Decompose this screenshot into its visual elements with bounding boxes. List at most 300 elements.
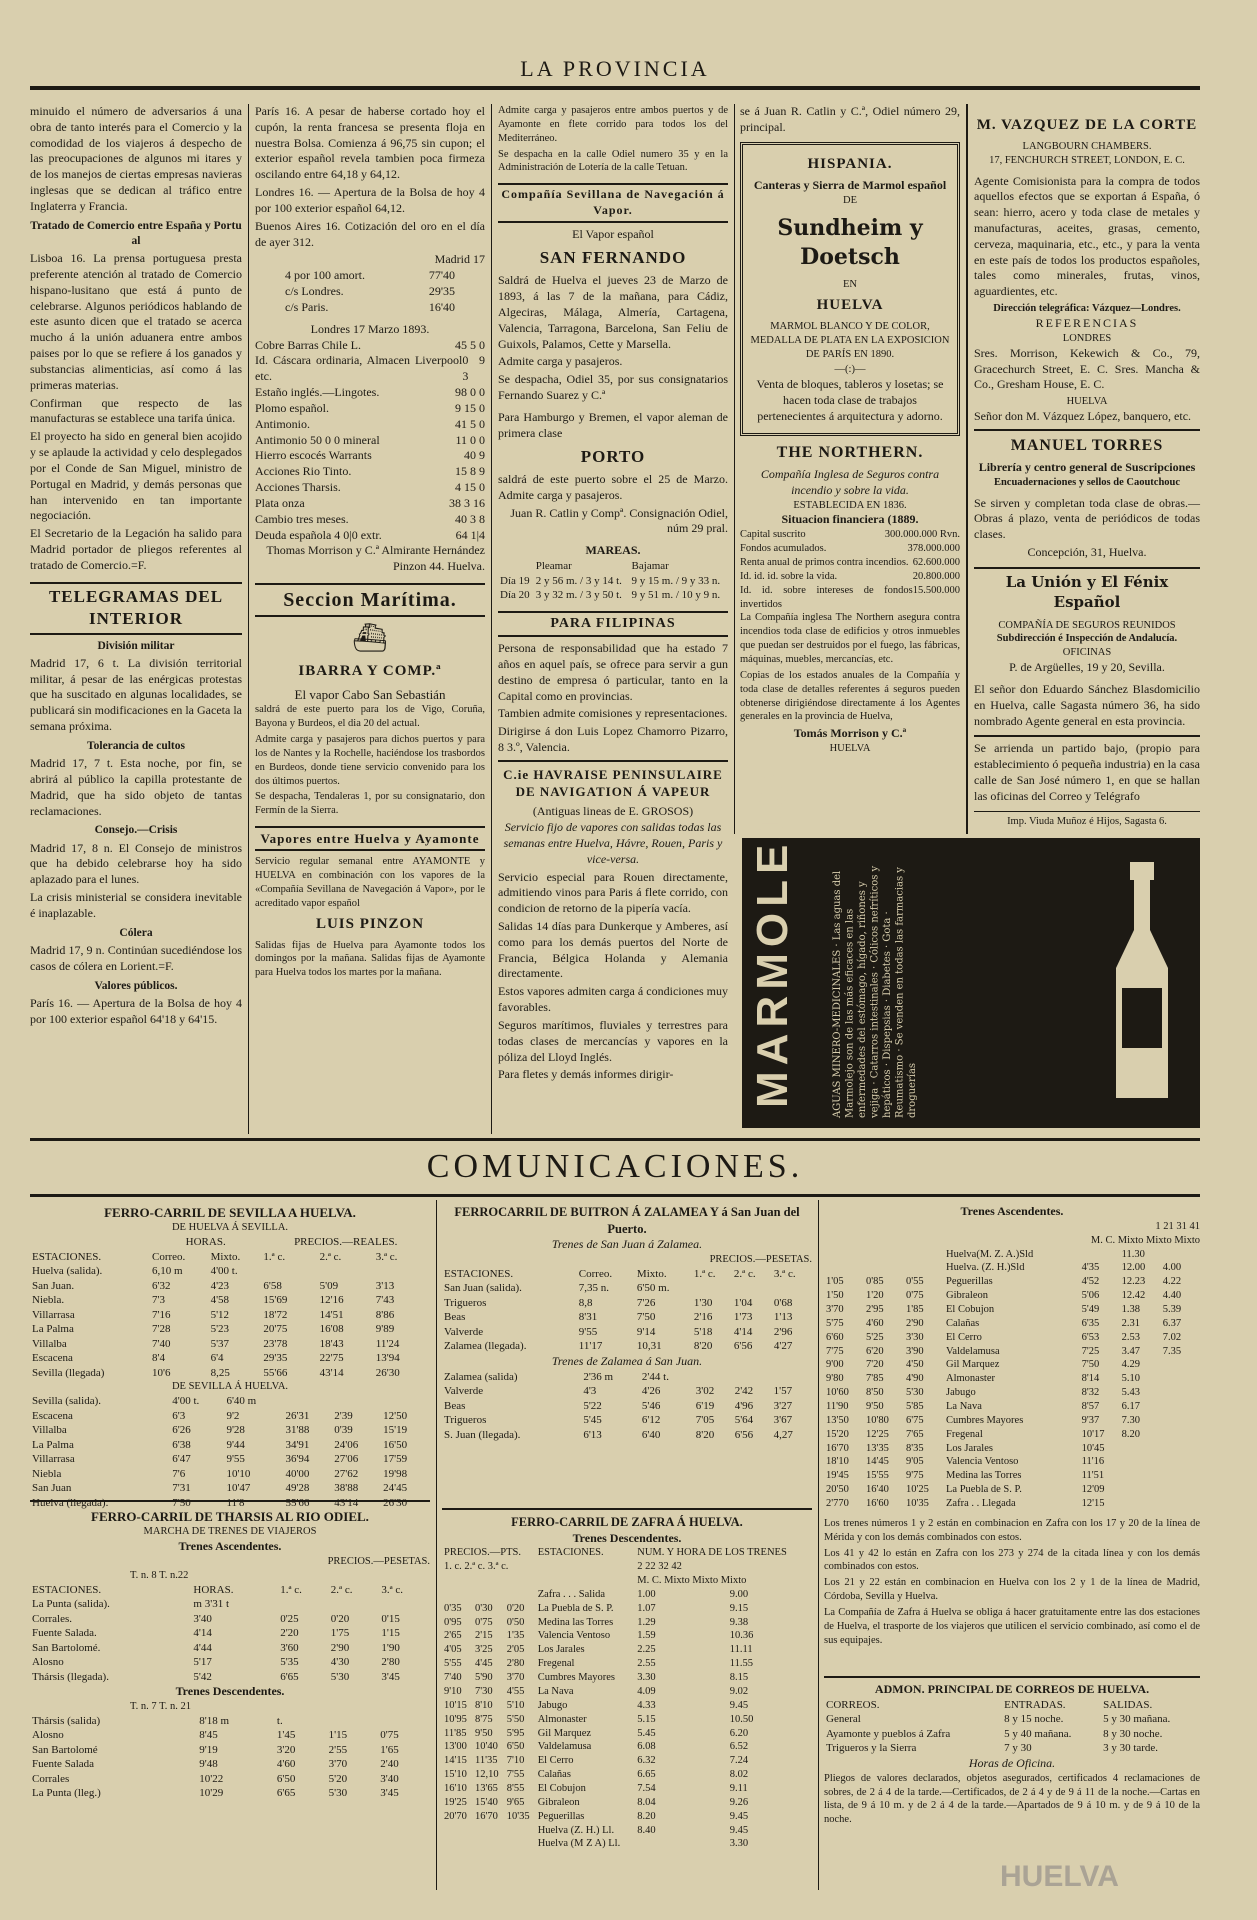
stock-row: Acciones Rio Tinto. 15 8 9 bbox=[255, 464, 485, 479]
table-cell bbox=[703, 1671, 715, 1685]
table-cell: 16'70 bbox=[826, 1442, 849, 1454]
table-cell: Los Jarales bbox=[946, 1442, 993, 1454]
table-cell bbox=[1194, 1261, 1200, 1275]
table-cell: 5'06 bbox=[1081, 1290, 1100, 1302]
table-cell: 9.38 bbox=[729, 1616, 749, 1628]
table-cell: Cumbres Mayores bbox=[946, 1414, 1024, 1426]
table-cell: 11.11 bbox=[729, 1644, 753, 1656]
table-cell: 19'25 bbox=[444, 1796, 467, 1808]
table-row bbox=[824, 1275, 1200, 1289]
table-cell: 12'25 bbox=[866, 1428, 889, 1440]
timetable-subtitle: M. C. Mixto Mixto Mixto bbox=[1090, 1234, 1200, 1246]
table-cell bbox=[473, 1588, 505, 1602]
table-row bbox=[442, 1713, 812, 1727]
table-cell: 16'40 bbox=[866, 1484, 889, 1496]
table-cell: 15'20 bbox=[826, 1428, 849, 1440]
table-cell: 0'55 bbox=[906, 1276, 924, 1288]
table-header: 1. c. 2.ª c. 3.ª c. 2 22 32 42 bbox=[444, 1561, 682, 1573]
finance-row: Fondos acumulados. 378.000.000 bbox=[740, 543, 960, 555]
table-row: Corrales. 3'40 0'25 0'20 0'15 bbox=[32, 1612, 400, 1625]
table-row: HORAS. PRECIOS.—REALES. bbox=[185, 1236, 398, 1249]
table-row bbox=[824, 1317, 1200, 1331]
paragraph: Confirman que respecto de las manufacturas se establece una tarifa única. bbox=[30, 395, 242, 426]
table-cell: 0'75 bbox=[906, 1290, 924, 1302]
table-cell: 2'05 bbox=[506, 1644, 525, 1656]
section-rule bbox=[30, 1194, 1200, 1197]
table-cell bbox=[716, 1657, 728, 1671]
established: ESTABLECIDA EN 1836. bbox=[793, 499, 907, 511]
table-cell bbox=[1161, 1358, 1194, 1372]
table-cell bbox=[1194, 1303, 1200, 1317]
table-row bbox=[824, 1261, 1200, 1275]
tharsis-table-2 bbox=[30, 1714, 430, 1801]
table-cell: Huelva (M Z A) Ll. bbox=[537, 1838, 621, 1850]
table-cell: 5'30 bbox=[906, 1387, 924, 1399]
column-5 bbox=[974, 112, 1200, 834]
table-cell bbox=[716, 1629, 728, 1643]
table-cell: Huelva(M. Z. A.)Sld bbox=[946, 1248, 1034, 1260]
hispania-heading: HISPANIA. bbox=[807, 155, 893, 172]
table-cell: 10'25 bbox=[906, 1484, 929, 1496]
table-cell: 3.30 bbox=[729, 1838, 749, 1850]
table-cell: 9.11 bbox=[729, 1782, 748, 1794]
en-label: EN bbox=[843, 279, 857, 291]
table-cell: 8.02 bbox=[729, 1769, 749, 1781]
table-cell bbox=[716, 1824, 728, 1838]
table-cell: 5'95 bbox=[506, 1727, 525, 1739]
table-cell: 2'80 bbox=[506, 1658, 525, 1670]
table-cell bbox=[1194, 1345, 1200, 1359]
encuadernaciones-label: Encuadernaciones y sellos de Caoutchouc bbox=[993, 476, 1181, 488]
table-cell: 0'20 bbox=[506, 1602, 525, 1614]
table-cell bbox=[1161, 1455, 1194, 1469]
table-row: Thársis (salida) 8'18 m t. bbox=[32, 1714, 283, 1727]
table-cell: 1.00 bbox=[637, 1588, 656, 1600]
table-cell: 4.09 bbox=[637, 1685, 656, 1697]
table-cell: 4'52 bbox=[1081, 1276, 1100, 1288]
quote-row: c/s Paris. 16'40 bbox=[285, 299, 455, 314]
table-cell: 12.00 bbox=[1121, 1262, 1146, 1274]
section-heading: División militar bbox=[97, 639, 175, 652]
huelva-label: HUELVA bbox=[1066, 396, 1108, 408]
hispania-ad bbox=[740, 142, 960, 436]
table-cell: 6'53 bbox=[1081, 1331, 1100, 1343]
union-subheading: COMPAÑÍA DE SEGUROS REUNIDOS bbox=[998, 619, 1176, 631]
table-row: San Juan 7'31 10'47 49'28 38'88 24'45 bbox=[32, 1482, 408, 1495]
table-cell bbox=[703, 1796, 715, 1810]
table-cell bbox=[442, 1824, 473, 1838]
table-cell: La Puebla de S. P. bbox=[537, 1602, 614, 1614]
table-row bbox=[442, 1699, 812, 1713]
column-2 bbox=[255, 104, 485, 1134]
table-cell bbox=[703, 1699, 715, 1713]
ascendentes-table bbox=[824, 1248, 1200, 1511]
paragraph: París 16. — Apertura de la Bolsa de hoy 4 por 100 exterior español 64'18 y 64'15. bbox=[30, 995, 242, 1026]
table-row bbox=[824, 1358, 1200, 1372]
table-row: S. Juan (llegada). 6'13 6'40 8'20 6'56 4,27 bbox=[444, 1428, 793, 1441]
bottle-label bbox=[1122, 988, 1162, 1048]
table-cell bbox=[716, 1713, 728, 1727]
table-cell bbox=[716, 1754, 728, 1768]
stock-row: Cobre Barras Chile L. 45 5 0 bbox=[255, 337, 485, 352]
table-cell: 6'35 bbox=[1081, 1317, 1100, 1329]
table-cell: 11'35 bbox=[474, 1755, 498, 1767]
table-cell: 6'60 bbox=[826, 1331, 844, 1343]
table-row bbox=[824, 1455, 1200, 1469]
table-cell: 13'65 bbox=[474, 1782, 498, 1794]
table-cell bbox=[703, 1727, 715, 1741]
table-cell: La Nava bbox=[946, 1401, 982, 1412]
table-cell bbox=[1194, 1317, 1200, 1331]
table-cell bbox=[864, 1248, 904, 1262]
table-cell: Los Jarales bbox=[537, 1644, 585, 1656]
table-header: M. C. Mixto Mixto Mixto bbox=[637, 1575, 747, 1587]
table-cell: Valdelamusa bbox=[537, 1741, 592, 1753]
table-row bbox=[442, 1740, 812, 1754]
table-row bbox=[442, 1837, 812, 1851]
table-cell bbox=[703, 1754, 715, 1768]
address-line: 17, FENCHURCH STREET, LONDON, E. C. bbox=[989, 154, 1185, 166]
ship-name: SAN FERNANDO bbox=[539, 247, 687, 267]
stock-row: Plata onza 38 3 16 bbox=[255, 495, 485, 510]
table-cell: 8'32 bbox=[1081, 1387, 1100, 1399]
table-cell: 12'09 bbox=[1081, 1484, 1105, 1496]
table-cell: 19'45 bbox=[826, 1470, 849, 1482]
table-cell bbox=[703, 1643, 715, 1657]
table-cell bbox=[1194, 1414, 1200, 1428]
table-cell: Huelva (Z. H.) Ll. bbox=[537, 1824, 615, 1836]
finance-row: Id. id. id. sobre la vida. 20.800.000 bbox=[740, 570, 960, 582]
table-cell: 2'770 bbox=[826, 1498, 849, 1510]
table-row: Villalba 6'26 9'28 31'88 0'39 15'19 bbox=[32, 1424, 408, 1437]
column-divider bbox=[491, 104, 492, 1134]
finance-row: Capital suscrito 300.000.000 Rvn. bbox=[740, 529, 960, 541]
table-row: General 8 y 15 noche. 5 y 30 mañana. bbox=[826, 1713, 1171, 1726]
table-row bbox=[442, 1602, 812, 1616]
table-row: La Punta (lleg.) 10'29 6'65 5'30 3'45 bbox=[32, 1787, 399, 1800]
huelva-label: HUELVA bbox=[816, 297, 884, 314]
paragraph: París 16. A pesar de haberse cortado hoy el cupón, la renta francesa se presenta floja en nuestra Bolsa. Comienza á 96,75 sin cupon; el exterior español revela tambien poca firmeza oscilando entre 64,18 y 64,12. bbox=[255, 104, 485, 182]
timetable-subtitle: Trenes Ascendentes. bbox=[960, 1204, 1064, 1218]
paragraph: Admite carga y pasajeros entre ambos puertos y de Ayamonte en flete corrido para todos los del Mediterráneo. bbox=[498, 105, 728, 144]
table-cell: 2.55 bbox=[637, 1658, 656, 1670]
table-cell: 0'50 bbox=[506, 1616, 525, 1628]
paragraph: Se despacha, Tendaleras 1, por su consignatario, don Fermín de la Sierra. bbox=[255, 791, 485, 817]
table-cell: 15'40 bbox=[474, 1796, 498, 1808]
table-cell: 7.24 bbox=[729, 1755, 749, 1767]
table-cell: 18'10 bbox=[826, 1456, 849, 1468]
buitron-timetable bbox=[442, 1204, 812, 1504]
table-cell: Almonaster bbox=[946, 1373, 995, 1385]
table-cell bbox=[904, 1248, 944, 1262]
masthead-rule bbox=[30, 86, 1200, 90]
table-cell: 0'75 bbox=[474, 1616, 493, 1628]
table-cell: 7'55 bbox=[506, 1769, 525, 1781]
table-cell: 8'14 bbox=[1081, 1373, 1100, 1385]
paragraph: MARMOL BLANCO Y DE COLOR, MEDALLA DE PLATA EN LA EXPOSICION DE PARÍS EN 1890. bbox=[750, 320, 950, 360]
table-cell: 12.42 bbox=[1121, 1290, 1146, 1302]
paragraph: Dirigirse á don Luis Lopez Chamorro Pizarro, 8 3.º, Valencia. bbox=[498, 724, 728, 755]
section-heading: Cólera bbox=[119, 926, 153, 939]
table-cell: 10'15 bbox=[444, 1699, 467, 1711]
masthead: LA PROVINCIA bbox=[520, 56, 710, 81]
table-row bbox=[824, 1303, 1200, 1317]
correos-title: ADMON. PRINCIPAL DE CORREOS DE HUELVA. bbox=[824, 1676, 1200, 1698]
tharsis-timetable bbox=[30, 1500, 430, 1890]
table-cell: 1'35 bbox=[506, 1630, 525, 1642]
timetable-title: FERRO-CARRIL DE ZAFRA Á HUELVA. bbox=[442, 1508, 812, 1531]
table-cell bbox=[1194, 1386, 1200, 1400]
northern-subheading: Compañía Inglesa de Seguros contra incendio y sobre la vida. bbox=[760, 466, 940, 497]
table-row bbox=[442, 1768, 812, 1782]
timetable-subtitle: DE SEVILLA Á HUELVA. bbox=[171, 1381, 289, 1393]
table-cell bbox=[716, 1685, 728, 1699]
table-cell: Zafra . . Llegada bbox=[946, 1498, 1016, 1510]
marmolejo-word: MARMOLEJO bbox=[748, 768, 797, 1108]
table-cell: 8'57 bbox=[1081, 1401, 1100, 1412]
table-cell bbox=[505, 1824, 536, 1838]
madrid-heading: Madrid 17 bbox=[434, 252, 485, 267]
table-row: Villalba 7'40 5'37 23'78 18'43 11'24 bbox=[32, 1337, 400, 1350]
table-row bbox=[824, 1248, 1200, 1262]
table-cell bbox=[1194, 1455, 1200, 1469]
table-cell bbox=[716, 1616, 728, 1630]
table-cell: 20'70 bbox=[444, 1810, 467, 1822]
table-cell bbox=[716, 1588, 728, 1602]
table-row: Villarrasa 7'16 5'12 18'72 14'51 8'86 bbox=[32, 1308, 395, 1321]
table-cell: 7'75 bbox=[826, 1345, 844, 1357]
table-cell bbox=[1120, 1442, 1161, 1456]
table-cell bbox=[703, 1588, 715, 1602]
paragraph: Servicio especial para Rouen directamente, admitiendo vinos para Paris á flete corrido, con condicion de retorno de la pipería vacía. bbox=[498, 869, 728, 916]
timetable-subtitle: T. n. 7 T. n. 21 bbox=[130, 1701, 191, 1712]
paragraph: Londres 16. — Apertura de la Bolsa de hoy 4 por 100 exterior español 64,12. bbox=[255, 185, 485, 215]
table-cell bbox=[716, 1727, 728, 1741]
table-cell: 9.02 bbox=[729, 1685, 749, 1697]
table-cell: 7'50 bbox=[1081, 1359, 1100, 1371]
table-row: Alosno 5'17 5'35 4'30 2'80 bbox=[32, 1656, 400, 1669]
table-cell bbox=[703, 1837, 715, 1851]
table-cell bbox=[864, 1261, 904, 1275]
table-row: Día 20 3 y 32 m. / 3 y 50 t. 9 y 51 m. / 10 y 9 n. bbox=[500, 589, 721, 602]
table-cell bbox=[1161, 1372, 1194, 1386]
northern-heading: THE NORTHERN. bbox=[776, 443, 924, 461]
table-cell bbox=[703, 1685, 715, 1699]
table-cell bbox=[1194, 1275, 1200, 1289]
table-cell: 9.15 bbox=[729, 1602, 749, 1614]
table-cell bbox=[716, 1740, 728, 1754]
stock-row: Estaño inglés.—Lingotes. 98 0 0 bbox=[255, 385, 485, 400]
table-cell: 2'95 bbox=[866, 1303, 884, 1315]
timetable-subtitle: Trenes de Zalamea á San Juan. bbox=[551, 1353, 703, 1368]
table-cell bbox=[716, 1782, 728, 1796]
table-cell: 13'35 bbox=[866, 1442, 889, 1454]
table-cell bbox=[1194, 1248, 1200, 1262]
table-cell: 10'35 bbox=[906, 1498, 929, 1510]
situacion-heading: Situacion financiera (1889. bbox=[781, 512, 919, 527]
referencias-heading: REFERENCIAS bbox=[1035, 316, 1139, 330]
table-cell bbox=[1194, 1469, 1200, 1483]
table-cell: Calañas bbox=[946, 1317, 980, 1329]
table-cell: 13'50 bbox=[826, 1414, 849, 1426]
paragraph: Se sirven y completan toda clase de obras.— Obras á plazo, venta de periódicos de todas clases. bbox=[974, 495, 1200, 542]
compania-heading: Compañía Sevillana de Navegación á Vapor. bbox=[498, 183, 728, 223]
table-cell bbox=[1194, 1442, 1200, 1456]
table-cell: 6.32 bbox=[637, 1755, 656, 1767]
paragraph: Pliegos de valores declarados, objetos asegurados, certificados 4 reclamaciones de sobres, de 2 á 4 de la tarde.—Certificados, de 2 á 4 y de 9 á 11 de la noche.—Cartas en lista, de 9 á 10 m. y de 2 á 4 de la tarde.—Apartados de 9 á 10 m. y de 9 á 10 de la noche. bbox=[824, 1772, 1200, 1826]
archive-stamp: HUELVA bbox=[1000, 1860, 1119, 1893]
table-cell: 9.45 bbox=[729, 1824, 749, 1836]
table-row: Alosno 8'45 1'45 1'15 0'75 bbox=[32, 1729, 399, 1742]
table-cell bbox=[703, 1629, 715, 1643]
table-row bbox=[442, 1782, 812, 1796]
table-cell: 5'10 bbox=[506, 1699, 525, 1711]
table-cell: 11'90 bbox=[826, 1401, 849, 1412]
timetable-subtitle: T. n. 8 T. n.22 bbox=[130, 1569, 189, 1581]
table-cell bbox=[716, 1810, 728, 1824]
table-row bbox=[442, 1616, 812, 1630]
table-cell: 10'17 bbox=[1081, 1428, 1105, 1440]
stock-row: Antimonio. 41 5 0 bbox=[255, 416, 485, 431]
table-cell: 1.59 bbox=[637, 1630, 656, 1642]
table-row: Fuente Salada 9'48 4'60 3'70 2'40 bbox=[32, 1758, 399, 1771]
table-cell bbox=[1161, 1483, 1194, 1497]
mareas-heading: MAREAS. bbox=[585, 543, 641, 558]
table-row: Sevilla (salida). 4'00 t. 6'40 m bbox=[32, 1395, 257, 1408]
table-cell: 11.30 bbox=[1121, 1248, 1145, 1260]
table-cell: 2'90 bbox=[906, 1317, 924, 1329]
table-cell: 6.08 bbox=[637, 1741, 656, 1753]
table-cell: 10'80 bbox=[866, 1414, 889, 1426]
table-cell: 6'75 bbox=[906, 1414, 924, 1426]
table-cell: 1'50 bbox=[826, 1290, 844, 1302]
paragraph: El proyecto ha sido en general bien acojido y se aplaude la actividad y celo desplegados por el Conde de San Miguel, ministro de Portugal en Madrid, y demás personas que han intervenido en tan importante negociación. bbox=[30, 429, 242, 523]
table-cell: Fregenal bbox=[537, 1658, 575, 1670]
bottle-neck bbox=[1134, 880, 1150, 930]
asc-body bbox=[824, 1248, 1200, 1511]
paragraph: Salidas fijas de Huelva para Ayamonte todos los domingos por la mañana. Salidas fijas de Ayamonte para Huelva todos los martes por la mañana. bbox=[255, 939, 485, 979]
table-row bbox=[824, 1442, 1200, 1456]
table-cell: 10'60 bbox=[826, 1387, 849, 1399]
table-cell bbox=[716, 1671, 728, 1685]
table-cell bbox=[442, 1837, 473, 1851]
table-cell: 4'45 bbox=[474, 1658, 493, 1670]
table-row: La Palma 6'38 9'44 34'91 24'06 16'50 bbox=[32, 1438, 408, 1451]
table-cell: La Nava bbox=[537, 1685, 574, 1697]
table-cell bbox=[1194, 1428, 1200, 1442]
table-cell: 4'05 bbox=[444, 1644, 462, 1656]
table-row: La Punta (salida). m 3'31 t bbox=[32, 1598, 230, 1611]
table-cell: 7.54 bbox=[637, 1782, 656, 1794]
table-cell: 16'70 bbox=[474, 1810, 498, 1822]
table-cell: 3'30 bbox=[906, 1331, 924, 1343]
table-cell: 16'60 bbox=[866, 1498, 889, 1510]
table-row bbox=[824, 1345, 1200, 1359]
table-cell bbox=[1194, 1289, 1200, 1303]
signature: Tomás Morrison y C.ª bbox=[793, 726, 907, 741]
table-header: PRECIOS.—PTS. ESTACIONES. NUM. Y HORA DE LOS TRENES bbox=[444, 1547, 787, 1559]
correos-section bbox=[824, 1676, 1200, 1866]
address-line: Concepción, 31, Huelva. bbox=[1027, 545, 1147, 560]
table-cell: 4'60 bbox=[866, 1317, 884, 1329]
table-cell: 10.36 bbox=[729, 1630, 754, 1642]
paragraph: Copias de los estados anuales de la Compañía y toda clase de detalles referentes á seguros pueden obtenerse dirigiéndose directamente á los Agentes generales en la provincia de Huelva, bbox=[740, 669, 960, 723]
table-cell: 6'20 bbox=[866, 1345, 884, 1357]
table-row bbox=[824, 1483, 1200, 1497]
table-cell bbox=[703, 1713, 715, 1727]
table-cell: Zafra . . . Salida bbox=[537, 1588, 606, 1600]
table-cell: 2.31 bbox=[1121, 1317, 1140, 1329]
table-cell: 7'40 bbox=[444, 1672, 462, 1684]
paragraph: Lisboa 16. La prensa portuguesa presta preferente atención al tratado de Comercio hispano-lusitano que está á punto de celebrarse. Algunos periódicos hablando de este asunto dicen que el tratado se acerca mucho á la unión aduanera entre ambos paises por lo que se refiere á los ganados y substancias alimenticias, así como á las primeras materias. bbox=[30, 251, 242, 392]
table-row bbox=[824, 1400, 1200, 1414]
table-cell: 12.23 bbox=[1121, 1276, 1146, 1288]
table-cell: 5'50 bbox=[506, 1713, 525, 1725]
table-cell: 3'90 bbox=[906, 1345, 924, 1357]
table-cell: 2'65 bbox=[444, 1630, 462, 1642]
table-cell bbox=[716, 1643, 728, 1657]
table-row: Beas 8'31 7'50 2'16 1'73 1'13 bbox=[444, 1311, 793, 1324]
table-cell bbox=[1161, 1469, 1194, 1483]
section-heading: Consejo.—Crisis bbox=[94, 824, 178, 837]
table-cell: 5'90 bbox=[474, 1672, 493, 1684]
table-cell: Cumbres Mayores bbox=[537, 1672, 615, 1684]
stock-row: Deuda española 4 0|0 extr. 64 1|4 bbox=[255, 527, 485, 542]
table-row bbox=[824, 1414, 1200, 1428]
table-cell: Valencia Ventoso bbox=[537, 1630, 611, 1642]
table-cell: 16'10 bbox=[444, 1782, 467, 1794]
table-cell bbox=[1161, 1428, 1194, 1442]
table-row: Zalamea (salida) 2'36 m 2'44 t. bbox=[444, 1370, 669, 1383]
table-cell: 14'15 bbox=[444, 1755, 467, 1767]
table-cell bbox=[1120, 1497, 1161, 1511]
address-line: P. de Argüelles, 19 y 20, Sevilla. bbox=[1009, 660, 1165, 675]
table-cell: 3.30 bbox=[637, 1672, 656, 1684]
paragraph: Madrid 17, 8 n. El Consejo de ministros que ha debido celebrarse hoy ha sido aplazado para el lunes. bbox=[30, 840, 242, 887]
paragraph: Para fletes y demás informes dirigir- bbox=[498, 1067, 674, 1082]
union-subheading: Subdirección é Inspección de Andalucía. bbox=[996, 633, 1178, 645]
table-cell bbox=[703, 1810, 715, 1824]
table-row: Ayamonte y pueblos á Zafra 5 y 40 mañana. 8 y 30 noche. bbox=[826, 1727, 1163, 1740]
marmolejo-text: AGUAS MINERO-MEDICINALES · Las aguas del Marmolejo son de las más eficaces en las enfermedades del estómago, hígado, riñones y vejiga · Catarros intestinales · Cólicos nefríticos y hepáticos · Dispepsias · Diabetes · Gota · Reumatismo · Se venden en todas las farmacias y droguerías bbox=[832, 865, 918, 1118]
table-row bbox=[442, 1810, 812, 1824]
finance-row: Renta anual de primos contra incendios. 62.600.000 bbox=[740, 556, 960, 568]
table-cell bbox=[1194, 1483, 1200, 1497]
table-cell: 6.20 bbox=[729, 1727, 749, 1739]
table-row: Thársis (llegada). 5'42 6'65 5'30 3'45 bbox=[32, 1670, 400, 1683]
table-cell bbox=[703, 1657, 715, 1671]
paragraph: Venta de bloques, tableros y losetas; se hacen toda clase de trabajos pertenecientes á arquitectura y adorno. bbox=[756, 377, 944, 423]
table-row: Trigueros 8,8 7'26 1'30 1'04 0'68 bbox=[444, 1296, 793, 1309]
havraise-heading: C.ie HAVRAISE PENINSULAIRE DE NAVIGATION Á VAPEUR bbox=[498, 760, 728, 800]
table-cell bbox=[1161, 1414, 1194, 1428]
zafra-timetable bbox=[442, 1508, 812, 1888]
table-cell: 13'00 bbox=[444, 1741, 467, 1753]
table-cell bbox=[1161, 1442, 1194, 1456]
table-cell: 8'50 bbox=[866, 1387, 884, 1399]
table-cell: 8.15 bbox=[729, 1672, 749, 1684]
table-cell: 10'40 bbox=[474, 1741, 498, 1753]
paragraph: Madrid 17, 7 t. Esta noche, por fin, se abrirá al público la capilla protestante de Madrid, que ha sido objeto de tantas reclamaciones. bbox=[30, 756, 242, 818]
table-row: Escacena 8'4 6'4 29'35 22'75 13'94 bbox=[32, 1352, 400, 1365]
paragraph: Saldrá de Huelva el jueves 23 de Marzo de 1893, á las 7 de la mañana, para Cádiz, Algeciras, Málaga, Almería, Cartagena, Valencia, Tarragona, Barcelona, San Feliu de Guixols, Palamos, Cette y Marsella. bbox=[498, 273, 728, 351]
paragraph: La crisis ministerial se considera inevitable é inaplazable. bbox=[30, 890, 242, 920]
table-row: Niebla 7'6 10'10 40'00 27'62 19'98 bbox=[32, 1467, 408, 1480]
table-row: Huelva (llegada). 7'50 11'8 55'66 43'14 26'30 bbox=[32, 1496, 408, 1509]
paragraph: Estos vapores admiten carga á condiciones muy favorables. bbox=[498, 984, 728, 1015]
table-row bbox=[824, 1372, 1200, 1386]
table-row: La Palma 7'28 5'23 20'75 16'08 9'89 bbox=[32, 1323, 395, 1336]
